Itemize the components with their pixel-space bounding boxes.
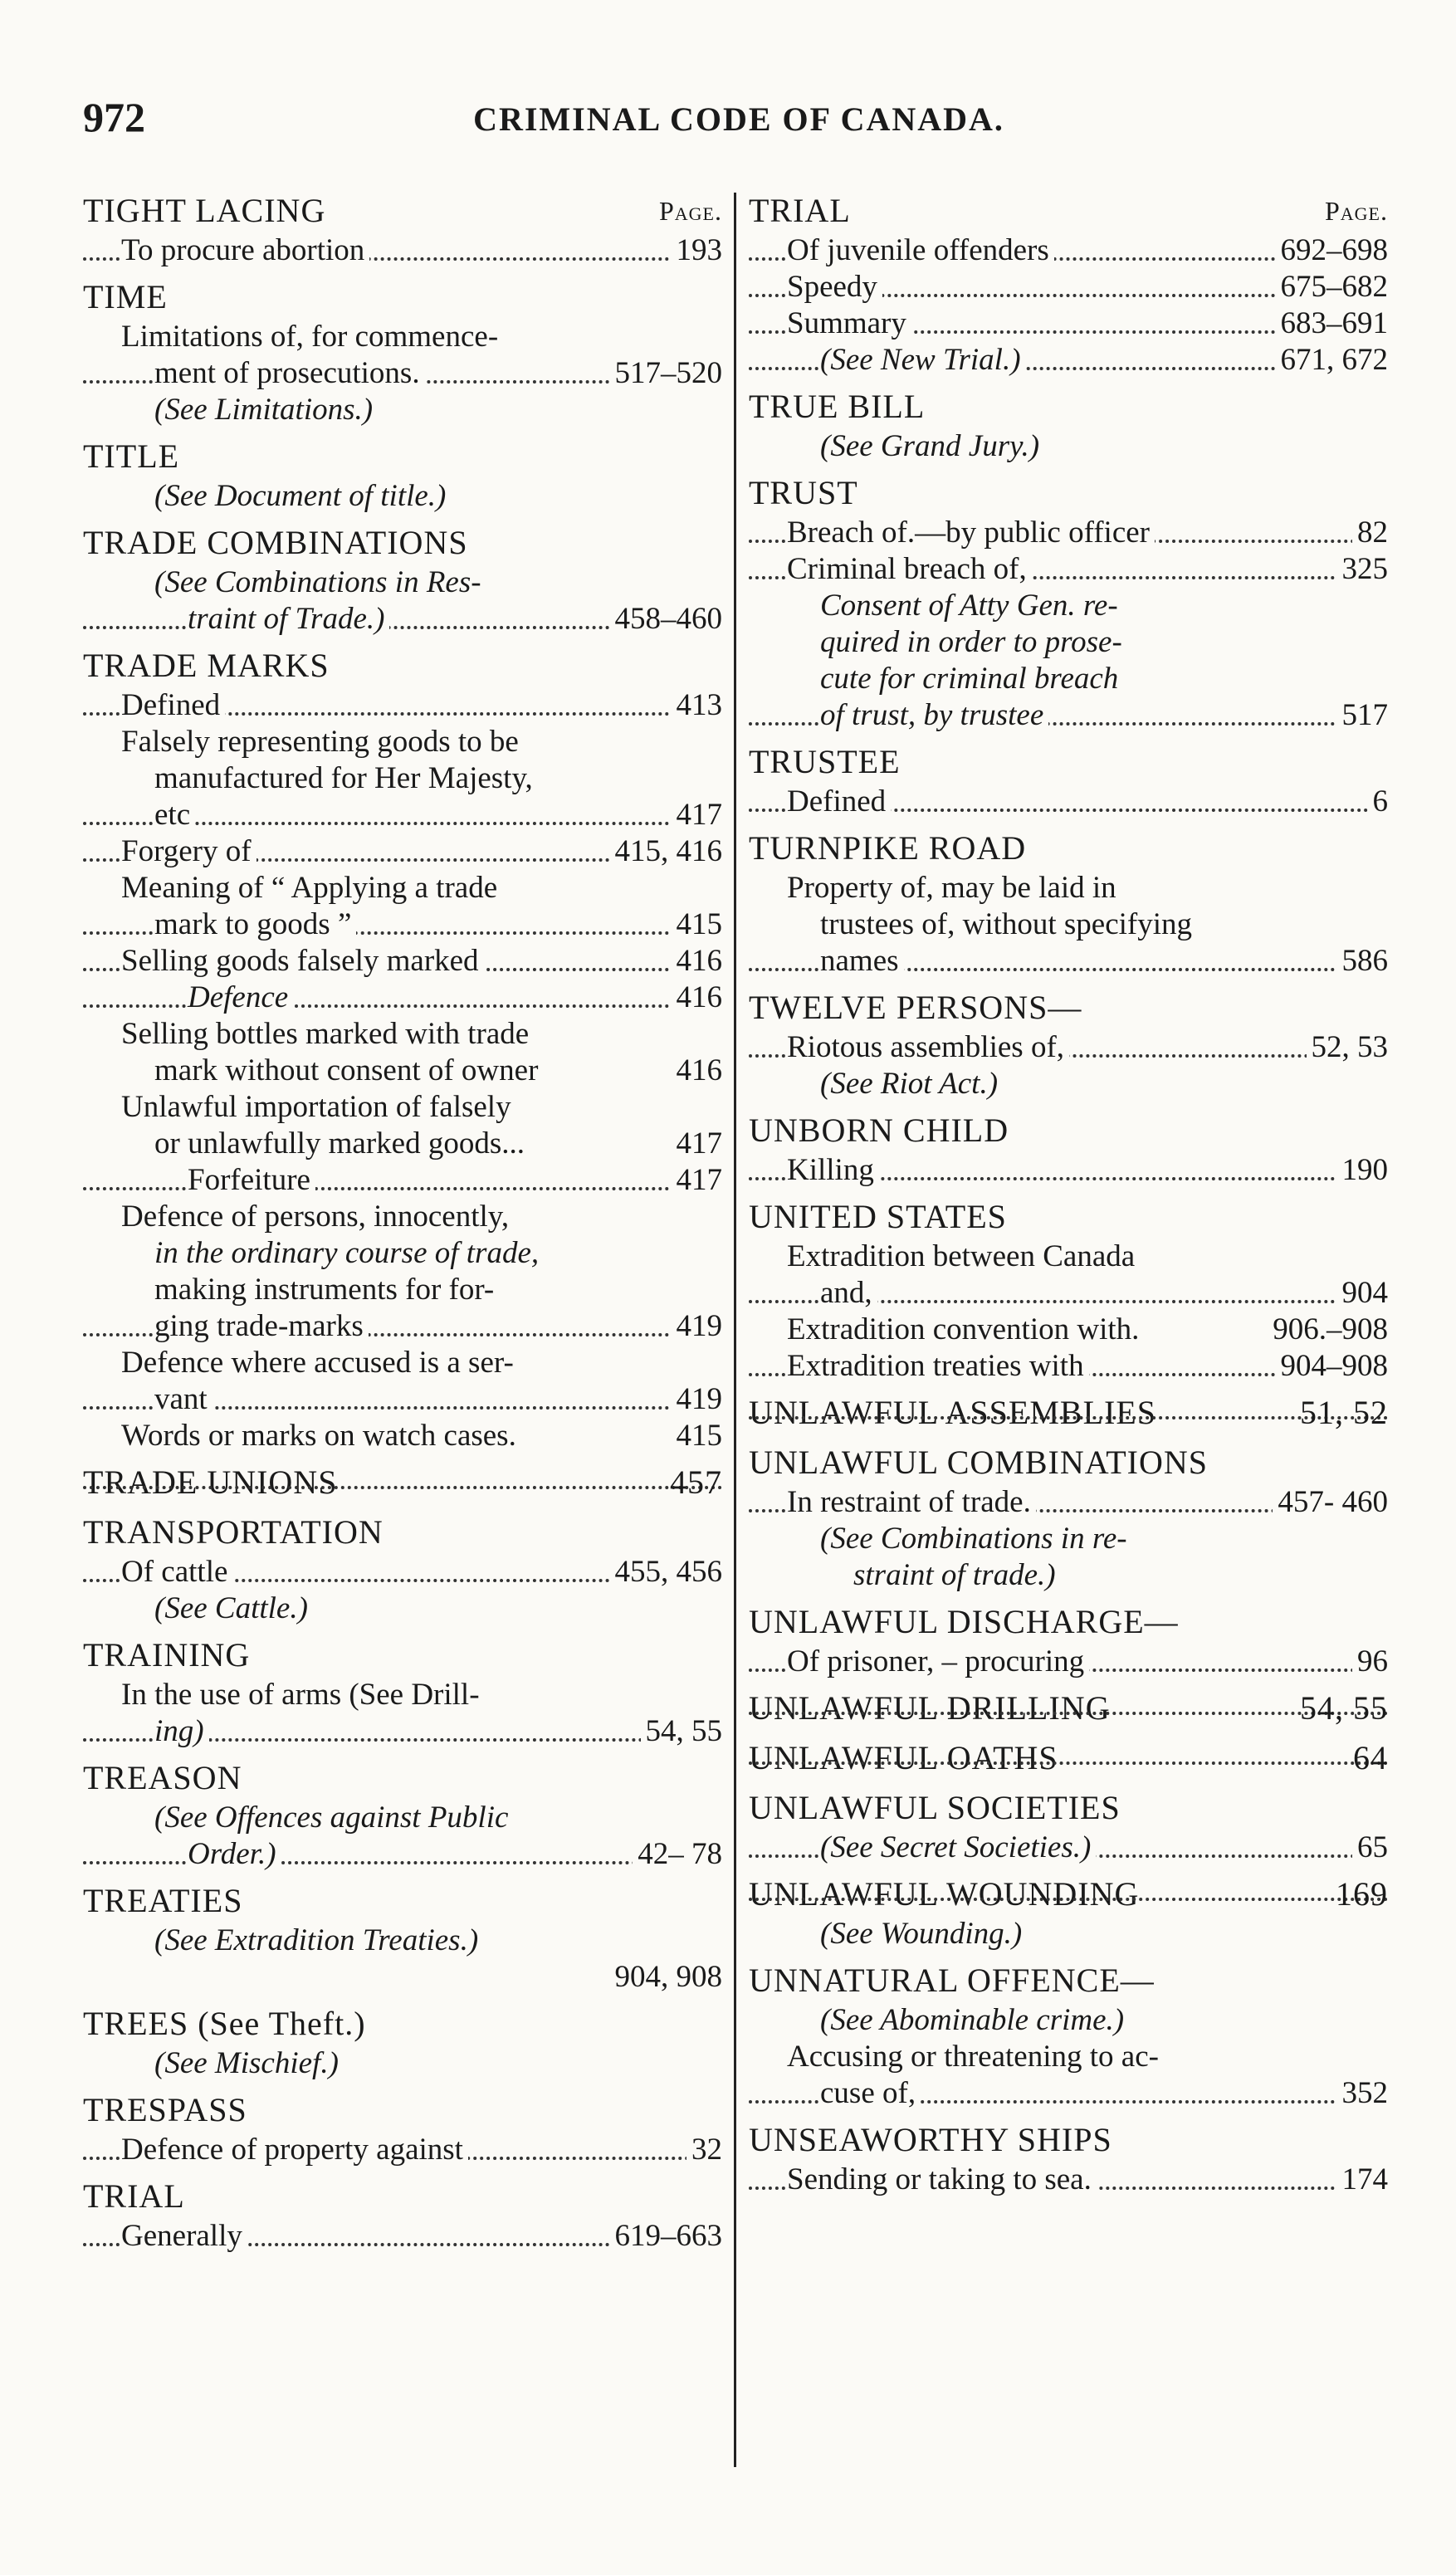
page-ref: 65 [1352, 1830, 1388, 1866]
page-column-label: Page. [1324, 196, 1388, 226]
line-text: making instruments for for- [154, 1273, 499, 1307]
page-ref: 419 [672, 1308, 723, 1345]
index-entry [749, 1600, 1388, 1687]
line-text: Defence [188, 980, 293, 1014]
page-ref: 6 [1368, 784, 1389, 820]
line-text: Selling goods falsely marked [121, 944, 484, 978]
index-line [749, 943, 1388, 980]
line-text: quired in order to prose- [820, 625, 1127, 659]
line-text: Unlawful importation of falsely [121, 1090, 516, 1124]
line-text: Order.) [188, 1837, 281, 1871]
index-line [749, 342, 1388, 379]
heading-text: UNLAWFUL DISCHARGE— [749, 1603, 1179, 1640]
heading-text: TRANSPORTATION [83, 1513, 384, 1551]
line-text: Accusing or threatening to ac- [787, 2040, 1164, 2074]
line-text: (See Cattle.) [154, 1591, 313, 1625]
line-text: (See Wounding.) [820, 1917, 1027, 1951]
index-line [83, 1590, 722, 1627]
index-line [749, 1029, 1388, 1066]
index-entry [83, 276, 722, 435]
line-text: or unlawfully marked goods... [154, 1126, 530, 1160]
entry-heading [749, 1786, 1388, 1830]
line-text: Summary [787, 306, 911, 340]
index-line [83, 906, 722, 943]
line-text: Defined [121, 688, 225, 722]
page-ref: 683–691 [1276, 305, 1389, 342]
heading-text: TIGHT LACING [83, 192, 326, 229]
page-ref: 32 [686, 2132, 722, 2168]
page-ref: 675–682 [1276, 269, 1389, 305]
index-entry [749, 1959, 1388, 2118]
line-text: Selling bottles marked with trade [121, 1017, 534, 1051]
entry-heading [749, 1687, 1388, 1730]
index-line [749, 1830, 1388, 1866]
index-line [83, 1554, 722, 1590]
entry-heading [749, 1737, 1388, 1780]
index-entry [83, 2089, 722, 2175]
line-text: ment of prosecutions. [154, 356, 425, 390]
heading-page-ref: 54, 55 [1300, 1689, 1388, 1727]
page-ref: 54, 55 [641, 1713, 723, 1750]
index-line [83, 1418, 722, 1454]
entry-heading [83, 1511, 722, 1554]
line-text: Extradition between Canada [787, 1239, 1140, 1273]
heading-text: UNSEAWORTHY SHIPS [749, 2121, 1112, 2158]
index-entry [83, 644, 722, 1461]
entry-heading [83, 435, 722, 478]
index-entry [749, 1195, 1388, 1391]
heading-text: TRIAL [83, 2177, 185, 2215]
heading-page-ref: 64 [1353, 1739, 1388, 1776]
entry-heading [83, 2002, 722, 2045]
index-line [83, 1381, 722, 1418]
line-text: Words or marks on watch cases. [121, 1419, 521, 1453]
page-ref: 42– 78 [633, 1836, 722, 1873]
line-text: Of cattle [121, 1555, 232, 1589]
line-text: in the ordinary course of trade, [154, 1236, 544, 1270]
index-line [83, 1162, 722, 1199]
line-text: Speedy [787, 270, 882, 304]
page-ref: 417 [672, 1162, 723, 1199]
page-ref: 52, 53 [1307, 1029, 1389, 1066]
index-line [83, 392, 722, 428]
index-line [83, 1126, 722, 1162]
page-column-label: Page. [658, 196, 722, 226]
heading-text: TRADE UNIONS [83, 1463, 338, 1501]
index-line [83, 724, 722, 760]
page-ref: 517 [1337, 697, 1389, 734]
line-text: Extradition convention with. [787, 1312, 1144, 1346]
line-text: Extradition treaties with [787, 1349, 1089, 1383]
entry-heading [83, 1757, 722, 1800]
index-line [83, 980, 722, 1016]
index-entry [83, 1461, 722, 1511]
index-line [749, 515, 1388, 551]
line-text: Defence of property against [121, 2133, 468, 2167]
page-ref: 904, 908 [610, 1959, 723, 1996]
page-ref: 413 [672, 687, 723, 724]
entry-heading [83, 644, 722, 687]
index-line [749, 2075, 1388, 2112]
index-line [83, 1089, 722, 1126]
index-line [83, 1016, 722, 1053]
line-text: Meaning of “ Applying a trade [121, 871, 502, 905]
index-line [749, 1521, 1388, 1557]
line-text: manufactured for Her Majesty, [154, 761, 538, 795]
page-ref: 96 [1352, 1644, 1388, 1680]
index-line [83, 478, 722, 515]
index-line [83, 2218, 722, 2255]
page-ref: 458–460 [610, 601, 723, 638]
line-text: and, [820, 1276, 877, 1310]
page-ref: 455, 456 [610, 1554, 723, 1590]
heading-page-ref: 51, 52 [1300, 1394, 1388, 1431]
entry-heading [83, 1461, 722, 1504]
index-entry [749, 189, 1388, 385]
heading-text: UNLAWFUL SOCIETIES [749, 1789, 1121, 1826]
entry-heading [749, 189, 1388, 232]
line-text: In restraint of trade. [787, 1485, 1036, 1519]
line-text: (See Mischief.) [154, 2046, 344, 2080]
entry-heading [749, 472, 1388, 515]
entry-heading [749, 385, 1388, 428]
index-entry [83, 521, 722, 644]
index-line [749, 1275, 1388, 1312]
line-text: trustees of, without specifying [820, 907, 1197, 941]
index-line [83, 2132, 722, 2168]
line-text: Consent of Atty Gen. re- [820, 589, 1123, 623]
index-entry [749, 827, 1388, 986]
entry-heading [749, 2118, 1388, 2162]
line-text: Of prisoner, – procuring [787, 1644, 1089, 1678]
line-text: Forfeiture [188, 1163, 315, 1197]
heading-text: UNLAWFUL COMBINATIONS [749, 1444, 1208, 1481]
heading-text: TREATIES [83, 1882, 243, 1919]
line-text: (See Riot Act.) [820, 1067, 1003, 1101]
page-number: 972 [83, 94, 145, 140]
line-text: (See Offences against Public [154, 1801, 513, 1835]
page-ref: 904–908 [1276, 1348, 1389, 1385]
page-ref: 517–520 [610, 355, 723, 392]
index-line [749, 1348, 1388, 1385]
heading-text: UNLAWFUL WOUNDING [749, 1875, 1140, 1913]
index-line [83, 1836, 722, 1873]
line-text: Killing [787, 1153, 879, 1187]
line-text: straint of trade.) [853, 1558, 1061, 1592]
index-line [749, 784, 1388, 820]
heading-text: UNLAWFUL DRILLING [749, 1689, 1111, 1727]
index-line [83, 2045, 722, 2082]
index-line [83, 870, 722, 906]
index-line [83, 1053, 722, 1089]
line-text: mark without consent of owner [154, 1053, 543, 1087]
index-entry [83, 1879, 722, 2002]
index-line [83, 1308, 722, 1345]
index-entry [749, 472, 1388, 740]
line-text: Criminal breach of, [787, 552, 1032, 586]
index-line [749, 624, 1388, 661]
index-line [83, 1800, 722, 1836]
index-line [749, 1557, 1388, 1594]
line-text: Falsely representing goods to be [121, 725, 524, 759]
line-text: (See Secret Societies.) [820, 1830, 1096, 1864]
index-entry [749, 1687, 1388, 1737]
index-line [749, 906, 1388, 943]
index-line [749, 551, 1388, 588]
entry-heading [83, 1879, 722, 1923]
line-text: (See Grand Jury.) [820, 429, 1044, 463]
index-line [749, 1644, 1388, 1680]
index-line [749, 2039, 1388, 2075]
index-line [83, 1923, 722, 1959]
page-ref: 82 [1352, 515, 1388, 551]
index-line [83, 760, 722, 797]
line-text: Riotous assemblies of, [787, 1030, 1069, 1064]
index-entry [83, 435, 722, 521]
entry-heading [83, 521, 722, 564]
entry-heading [83, 189, 722, 232]
index-line [749, 232, 1388, 269]
index-entry [749, 2118, 1388, 2205]
line-text: Of juvenile offenders [787, 233, 1054, 267]
heading-text: TRUE BILL [749, 388, 926, 425]
index-line [749, 1152, 1388, 1189]
index-line [83, 833, 722, 870]
line-text: ging trade-marks [154, 1309, 369, 1343]
line-text: vant [154, 1382, 213, 1416]
entry-heading [749, 1959, 1388, 2002]
column-divider [734, 193, 736, 2467]
heading-text: TITLE [83, 437, 180, 475]
line-text: (See Extradition Treaties.) [154, 1923, 483, 1957]
heading-text: TIME [83, 278, 168, 315]
line-text: (See Document of title.) [154, 479, 451, 513]
entry-heading [83, 1634, 722, 1677]
line-text: (See Combinations in Res- [154, 565, 486, 599]
heading-text: TRADE MARKS [83, 647, 330, 684]
line-text: ing) [154, 1714, 209, 1748]
page-ref: 415 [672, 906, 723, 943]
index-line [83, 355, 722, 392]
page-ref: 457- 460 [1273, 1484, 1388, 1521]
index-entry [749, 1441, 1388, 1600]
index-entry [83, 189, 722, 276]
page-ref: 417 [672, 797, 723, 833]
line-text: Defence of persons, innocently, [121, 1200, 514, 1234]
heading-text: UNBORN CHILD [749, 1112, 1009, 1149]
page-ref: 586 [1337, 943, 1389, 980]
index-entry [749, 1873, 1388, 1959]
entry-heading [749, 986, 1388, 1029]
line-text: etc [154, 798, 195, 832]
line-text: (See New Trial.) [820, 343, 1026, 377]
line-text: To procure abortion [121, 233, 369, 267]
index-line [749, 1239, 1388, 1275]
index-line [83, 687, 722, 724]
index-line [749, 2162, 1388, 2198]
line-text [154, 1960, 159, 1994]
page-ref: 325 [1337, 551, 1389, 588]
line-text: Defined [787, 784, 891, 818]
index-line [83, 1677, 722, 1713]
page-ref: 415, 416 [610, 833, 723, 870]
line-text: Defence where accused is a ser- [121, 1346, 519, 1380]
index-entry [83, 1634, 722, 1757]
index-line [749, 305, 1388, 342]
index-line [749, 1066, 1388, 1102]
heading-text: TURNPIKE ROAD [749, 829, 1027, 867]
entry-heading [749, 1441, 1388, 1484]
index-line [83, 1713, 722, 1750]
heading-text: UNLAWFUL OATHS [749, 1739, 1058, 1776]
entry-heading [83, 276, 722, 319]
page-ref: 193 [672, 232, 723, 269]
heading-page-ref: 169 [1336, 1875, 1388, 1913]
line-text: (See Abominable crime.) [820, 2003, 1129, 2037]
index-entry [83, 2002, 722, 2089]
index-line [749, 428, 1388, 465]
heading-text: TRUST [749, 474, 858, 511]
index-line [83, 1199, 722, 1235]
line-text: traint of Trade.) [188, 602, 389, 636]
line-text: names [820, 944, 904, 978]
line-text: Sending or taking to sea. [787, 2162, 1097, 2196]
entry-heading [749, 1391, 1388, 1434]
page-ref: 906.–908 [1268, 1312, 1388, 1348]
page-ref: 904 [1337, 1275, 1389, 1312]
index-line [749, 1916, 1388, 1952]
index-line [83, 601, 722, 638]
index-line [83, 564, 722, 601]
index-line [749, 588, 1388, 624]
index-line [83, 943, 722, 980]
entry-heading [749, 740, 1388, 784]
heading-text: UNLAWFUL ASSEMBLIES [749, 1394, 1157, 1431]
entry-heading [749, 1109, 1388, 1152]
page-ref: 352 [1337, 2075, 1389, 2112]
page-ref: 671, 672 [1276, 342, 1389, 379]
index-entry [83, 1757, 722, 1879]
heading-text: TREES (See Theft.) [83, 2005, 366, 2042]
heading-page-ref: 457 [670, 1463, 722, 1501]
entry-heading [749, 1600, 1388, 1644]
heading-text: TWELVE PERSONS— [749, 989, 1082, 1026]
index-line [749, 2002, 1388, 2039]
line-text: cuse of, [820, 2076, 921, 2110]
line-text: of trust, by trustee [820, 698, 1048, 732]
line-text: Generally [121, 2219, 247, 2253]
index-line [83, 1272, 722, 1308]
page-ref: 190 [1337, 1152, 1389, 1189]
index-line [83, 319, 722, 355]
line-text: Breach of.—by public officer [787, 515, 1155, 550]
index-line [83, 232, 722, 269]
index-line [83, 797, 722, 833]
line-text: mark to goods ” [154, 907, 356, 941]
page-ref: 416 [672, 1053, 723, 1089]
heading-text: TREASON [83, 1759, 242, 1796]
right-index-column [749, 189, 1388, 2205]
heading-text: TRUSTEE [749, 743, 901, 780]
line-text: (See Limitations.) [154, 393, 378, 427]
index-entry [749, 1786, 1388, 1873]
index-line [749, 870, 1388, 906]
index-line [83, 1959, 722, 1996]
index-line [749, 661, 1388, 697]
index-entry [749, 740, 1388, 827]
page-ref: 692–698 [1276, 232, 1389, 269]
entry-heading [83, 2175, 722, 2218]
index-entry [749, 986, 1388, 1109]
page-ref: 415 [672, 1418, 723, 1454]
line-text: Forgery of [121, 834, 257, 868]
index-entry [749, 385, 1388, 472]
page-ref: 619–663 [610, 2218, 723, 2255]
heading-text: UNNATURAL OFFENCE— [749, 1962, 1155, 1999]
page-header [83, 93, 1395, 143]
index-entry [83, 1511, 722, 1634]
page-ref: 417 [672, 1126, 723, 1162]
line-text: Limitations of, for commence- [121, 320, 503, 354]
index-line [83, 1345, 722, 1381]
left-index-column [83, 189, 722, 2261]
line-text: In the use of arms (See Drill- [121, 1678, 485, 1712]
index-line [749, 1312, 1388, 1348]
page-ref: 416 [672, 980, 723, 1016]
entry-heading [83, 2089, 722, 2132]
page-ref: 416 [672, 943, 723, 980]
index-line [749, 697, 1388, 734]
heading-text: TRIAL [749, 192, 851, 229]
page-ref: 174 [1337, 2162, 1389, 2198]
line-text: (See Combinations in re- [820, 1522, 1132, 1556]
line-text: Property of, may be laid in [787, 871, 1121, 905]
index-line [83, 1235, 722, 1272]
entry-heading [749, 1195, 1388, 1239]
running-title: CRIMINAL CODE OF CANADA. [473, 100, 1004, 138]
entry-heading [749, 827, 1388, 870]
heading-text: TRADE COMBINATIONS [83, 524, 468, 561]
index-entry [749, 1391, 1388, 1441]
index-entry [749, 1737, 1388, 1786]
heading-text: UNITED STATES [749, 1198, 1007, 1235]
index-line [749, 1484, 1388, 1521]
heading-text: TRAINING [83, 1636, 251, 1674]
index-line [749, 269, 1388, 305]
index-entry [83, 2175, 722, 2261]
line-text: cute for criminal breach [820, 662, 1123, 696]
page-ref: 419 [672, 1381, 723, 1418]
index-entry [749, 1109, 1388, 1195]
heading-text: TRESPASS [83, 2091, 247, 2128]
entry-heading [749, 1873, 1388, 1916]
